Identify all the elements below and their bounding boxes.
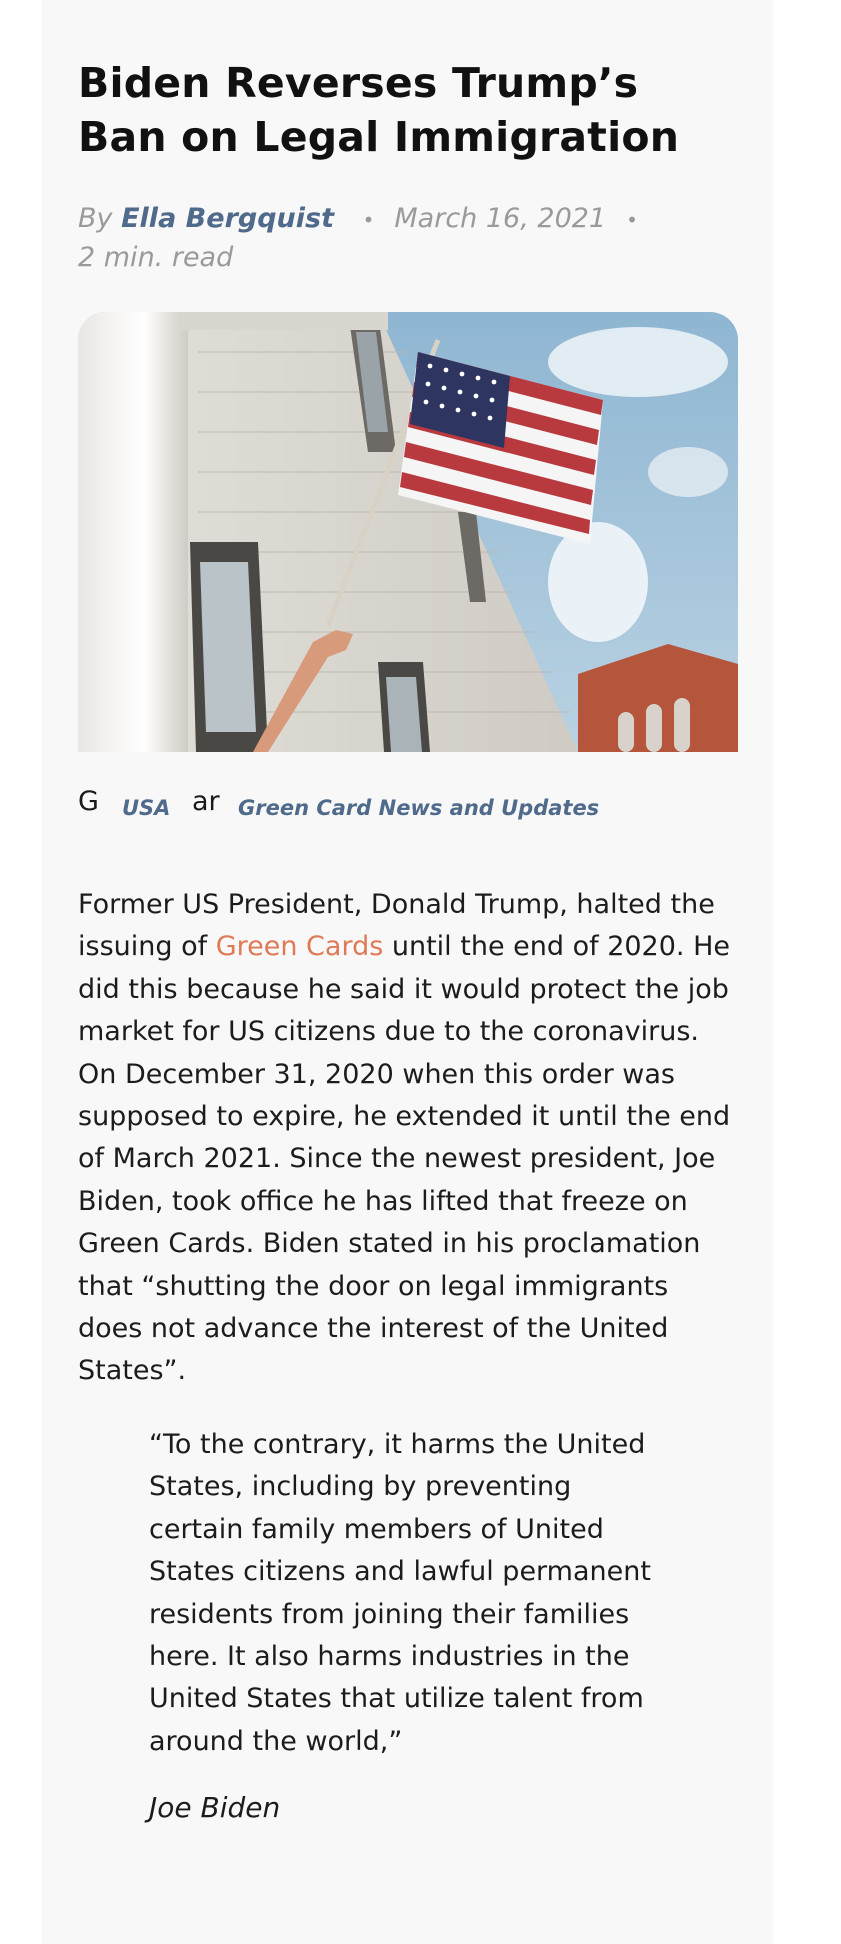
blockquote: [149, 1424, 669, 1830]
read-time: 2 min. read: [78, 242, 234, 273]
article-title: Biden Reverses Trump’s Ban on Legal Immigration: [78, 59, 680, 161]
tag-usa[interactable]: USA: [122, 796, 171, 820]
byline-prefix: By: [78, 203, 113, 234]
tag-icon-fragment: ar: [192, 786, 220, 817]
quote-text: “To the contrary, it harms the United States, including by preventing certain family members of United States citizens and lawful permanent residents from joining their families here. It also harms industries in the United States that utilize talent from around the world,”: [149, 1429, 651, 1757]
meta-separator: •: [626, 208, 638, 232]
publish-date: March 16, 2021: [394, 203, 607, 234]
flag-photo: [78, 312, 738, 752]
article-page: [42, 0, 773, 1944]
body-text: Former US President, Donald Trump, halted the issuing of: [78, 889, 715, 963]
tag-row: [78, 780, 738, 830]
tag-icon-fragment: G: [78, 786, 99, 817]
article-meta: [78, 200, 738, 276]
body-text: until the end of 2020. He did this because he said it would protect the job market for US citizens due to the coronavirus. On December 31, 2020 when this order was supposed to expire, he extended it until the end of March 2021. Since the newest president, Joe Biden, took office he has lifted that freeze on Green Cards. Biden stated in his proclamation that “shutting the door on legal immigrants does not advance the interest of the United States”.: [78, 931, 731, 1387]
tag-green-card-news[interactable]: Green Card News and Updates: [238, 796, 600, 820]
quote-citation: Joe Biden: [149, 1791, 281, 1825]
hero-image: [78, 312, 738, 752]
author-link[interactable]: Ella Bergquist: [121, 203, 334, 234]
body-paragraph: [78, 884, 738, 1393]
meta-separator: •: [362, 208, 375, 232]
green-cards-link[interactable]: Green Cards: [215, 931, 384, 963]
article-body: [78, 884, 738, 1393]
